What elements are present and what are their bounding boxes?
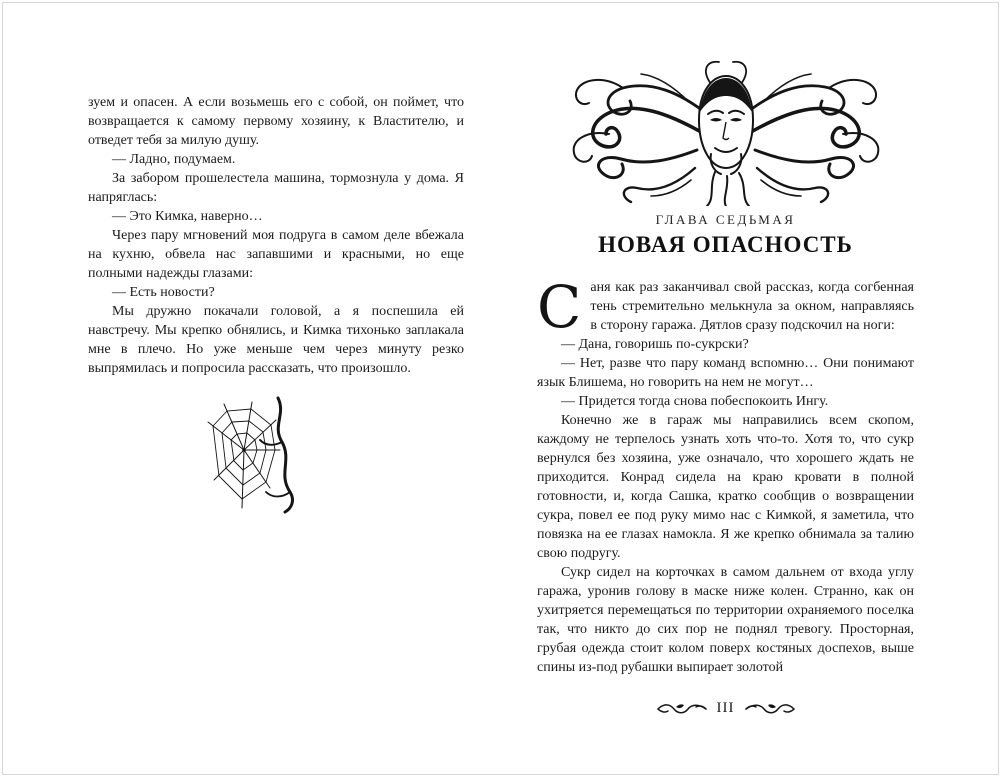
spiderweb-illustration bbox=[200, 396, 305, 519]
paragraph: — Это Кимка, наверно… bbox=[112, 209, 263, 224]
paragraph: — Придется тогда снова побеспокоить Ингу. bbox=[561, 394, 829, 409]
paragraph-dropcap bbox=[537, 273, 914, 341]
paragraph: — Ладно, подумаем. bbox=[112, 152, 236, 167]
paragraph: Мы дружно покачали головой, а я поспешила ей навстречу. Мы крепко обнялись, и Кимка тихонько заплакала мне в плечо. Но уже меньше чем через минуту резко выпрямилась и попросила рассказать, что произошло. bbox=[88, 304, 464, 376]
paragraph: — Дана, говоришь по-сукрски? bbox=[561, 337, 749, 352]
right-page bbox=[537, 56, 914, 677]
face-smoke-art bbox=[561, 56, 891, 206]
chapter-label: ГЛАВА СЕДЬМАЯ bbox=[655, 212, 796, 227]
paragraph: Через пару мгновений моя подруга в самом деле вбежала на кухню, обвела нас запавшими и красными, но еще полными надежды глазами: bbox=[88, 228, 464, 281]
paragraph: зуем и опасен. А если возьмешь его с собой, он поймет, что возвращается к самому первому хозяину, к Властителю, и отведет тебя за милую душу. bbox=[88, 95, 464, 148]
left-page bbox=[88, 93, 464, 519]
chapter-title: НОВАЯ ОПАСНОСТЬ bbox=[598, 232, 853, 257]
page-number: III bbox=[716, 700, 735, 716]
spiderweb-art bbox=[200, 396, 305, 514]
footer-flourish-right-icon bbox=[744, 702, 796, 716]
page-footer bbox=[537, 700, 914, 717]
paragraph: Конечно же в гараж мы направились всем скопом, каждому не терпелось узнать хоть что-то. Хотя то, что сукр вернулся без хозяина, уже означало, что хорошего ждать не приходится. Конрад сидела на краю кровати в полной готовности, и, когда Сашка, кратко сообщив о возвращении сукра, повел ее под руку мимо нас с Кимкой, я заметила, что повязка на ее глазах намокла. Я же крепко обнимала за талию свою подругу. bbox=[537, 413, 914, 561]
drop-cap: С bbox=[537, 273, 582, 341]
paragraph-text: аня как раз заканчивал свой рассказ, когда согбенная тень стремительно мелькнула за окном, направляясь в сторону гаража. Дятлов сразу подскочил на ноги: bbox=[590, 280, 914, 333]
paragraph: — Есть новости? bbox=[112, 285, 215, 300]
paragraph: Сукр сидел на корточках в самом дальнем от входа углу гаража, уронив голову в маске ниже колен. Странно, как он ухитряется перемещаться по территории охраняемого поселка так, что никто до сих пор не поднял тревогу. Просторная, грубая одежда стоит колом поверх костяных доспехов, выше спины из-под рубашки выпирает золотой bbox=[537, 565, 914, 675]
face-smoke-illustration bbox=[537, 56, 914, 208]
footer-flourish-left-icon bbox=[656, 702, 708, 716]
paragraph: — Нет, разве что пару команд вспомню… Они понимают язык Блишема, но говорить на нем не могут… bbox=[537, 356, 914, 390]
paragraph: За забором прошелестела машина, тормознула у дома. Я напряглась: bbox=[88, 171, 464, 205]
